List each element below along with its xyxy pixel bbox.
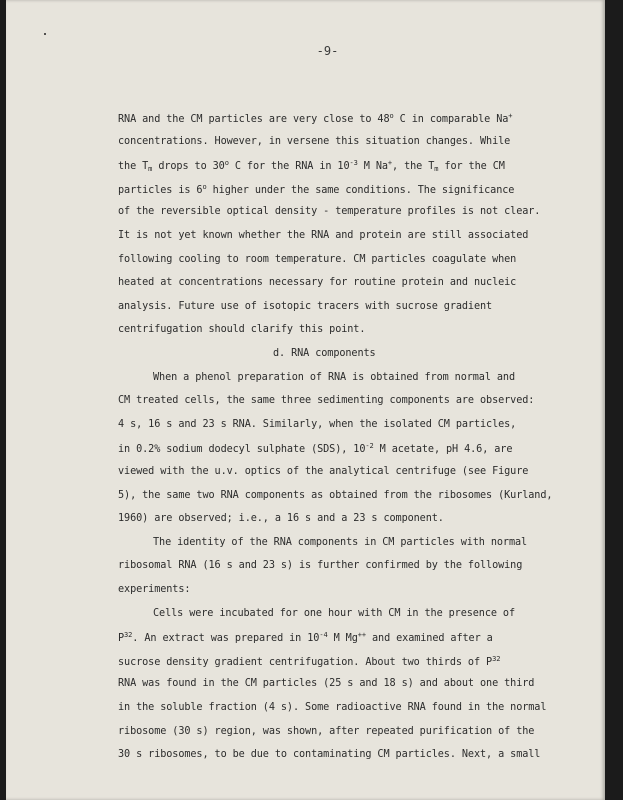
text-segment: . An extract was prepared in 10 — [132, 633, 320, 645]
superscript: ++ — [357, 631, 366, 640]
text-segment: sucrose density gradient centrifugation. About two thirds of P — [118, 656, 493, 668]
text-line — [118, 419, 516, 430]
text-segment: particles is 6 — [118, 184, 203, 196]
text-segment: CM treated cells, the same three sedimenting components are observed: — [118, 395, 535, 407]
text-segment: heated at concentrations necessary for routine protein and nucleic — [118, 277, 517, 289]
text-segment: d. RNA components — [273, 348, 376, 359]
text-segment: RNA was found in the CM particles (25 s and 18 s) and about one third — [118, 678, 535, 690]
text-line — [118, 254, 516, 265]
text-segment: 5), the same two RNA components as obtained from the ribosomes (Kurland, — [118, 489, 553, 501]
text-segment: centrifugation should clarify this point. — [118, 324, 366, 336]
text-segment: the T — [118, 161, 149, 173]
superscript: + — [387, 159, 393, 168]
text-line — [118, 206, 540, 217]
text-line — [118, 230, 528, 241]
text-line — [153, 537, 527, 548]
text-segment: concentrations. However, in versene this situation changes. While — [118, 135, 511, 147]
text-segment: The identity of the RNA components in CM particles with normal — [153, 536, 528, 548]
superscript: 32 — [124, 631, 133, 640]
text-line — [118, 466, 528, 477]
text-line — [118, 136, 510, 147]
text-line — [153, 608, 515, 619]
text-line — [118, 490, 552, 501]
text-segment: It is not yet known whether the RNA and protein are still associated — [118, 230, 529, 241]
text-line — [118, 159, 505, 173]
text-line — [118, 395, 534, 406]
text-segment: viewed with the u.v. optics of the analytical centrifuge (see Figure — [118, 466, 529, 477]
text-segment: M acetate, pH 4.6, are — [373, 444, 513, 456]
text-line — [118, 301, 492, 312]
text-segment: C for the RNA in 10 — [228, 161, 350, 173]
text-line — [118, 513, 444, 524]
speck-mark — [44, 33, 46, 35]
text-segment: and examined after a — [365, 633, 493, 645]
text-line — [118, 655, 500, 668]
superscript: + — [508, 112, 513, 120]
text-segment: C in comparable Na — [393, 114, 509, 125]
text-line — [118, 702, 546, 713]
text-line — [118, 442, 512, 455]
text-segment: Cells were incubated for one hour with CM in the presence of — [153, 607, 516, 619]
text-segment: analysis. Future use of isotopic tracers with sucrose gradient — [118, 300, 493, 312]
text-line — [118, 112, 512, 125]
text-line — [118, 631, 493, 644]
text-segment: , the T — [392, 161, 435, 173]
text-segment: following cooling to room temperature. CM particles coagulate when — [118, 253, 517, 265]
text-line — [118, 277, 516, 288]
text-segment: M Na — [357, 161, 388, 173]
subscript: m — [148, 165, 153, 174]
text-line — [118, 324, 365, 335]
text-line — [118, 183, 514, 196]
text-segment: ribosomal RNA (16 s and 23 s) is further confirmed by the following — [118, 560, 523, 572]
text-segment: When a phenol preparation of RNA is obtained from normal and — [153, 371, 516, 383]
text-segment: 4 s, 16 s and 23 s RNA. Similarly, when the isolated CM particles, — [118, 418, 517, 430]
text-line — [118, 678, 534, 689]
superscript: o — [389, 112, 394, 120]
superscript: 32 — [492, 654, 501, 663]
subscript: m — [434, 165, 439, 174]
text-segment: P — [118, 633, 125, 645]
text-segment: higher under the same conditions. The significance — [206, 184, 515, 196]
text-segment: M Mg — [327, 633, 358, 645]
text-segment: ribosome (30 s) region, was shown, after repeated purification of the — [118, 725, 535, 737]
text-segment: drops to 30 — [152, 161, 225, 173]
text-segment: 30 s ribosomes, to be due to contaminating CM particles. Next, a small — [118, 749, 541, 761]
text-line — [118, 560, 522, 571]
text-line — [118, 749, 540, 760]
page-number: -9- — [316, 44, 339, 58]
superscript: o — [224, 159, 229, 168]
text-segment: for the CM — [438, 161, 505, 173]
text-segment: of the reversible optical density - temperature profiles is not clear. — [118, 206, 541, 218]
superscript: -3 — [349, 159, 358, 168]
text-line — [118, 584, 190, 595]
text-segment: in 0.2% sodium dodecyl sulphate (SDS), 10 — [118, 444, 366, 456]
text-segment: in the soluble fraction (4 s). Some radioactive RNA found in the normal — [118, 702, 547, 713]
text-line — [273, 348, 376, 359]
text-line — [118, 726, 534, 737]
superscript: o — [202, 182, 207, 191]
superscript: -2 — [365, 442, 374, 451]
document-page — [6, 0, 605, 800]
text-segment: experiments: — [118, 584, 191, 595]
text-segment: RNA and the CM particles are very close to 48 — [118, 114, 390, 125]
superscript: -4 — [319, 631, 328, 640]
text-segment: 1960) are observed; i.e., a 16 s and a 23 s component. — [118, 513, 444, 525]
text-line — [153, 372, 515, 383]
